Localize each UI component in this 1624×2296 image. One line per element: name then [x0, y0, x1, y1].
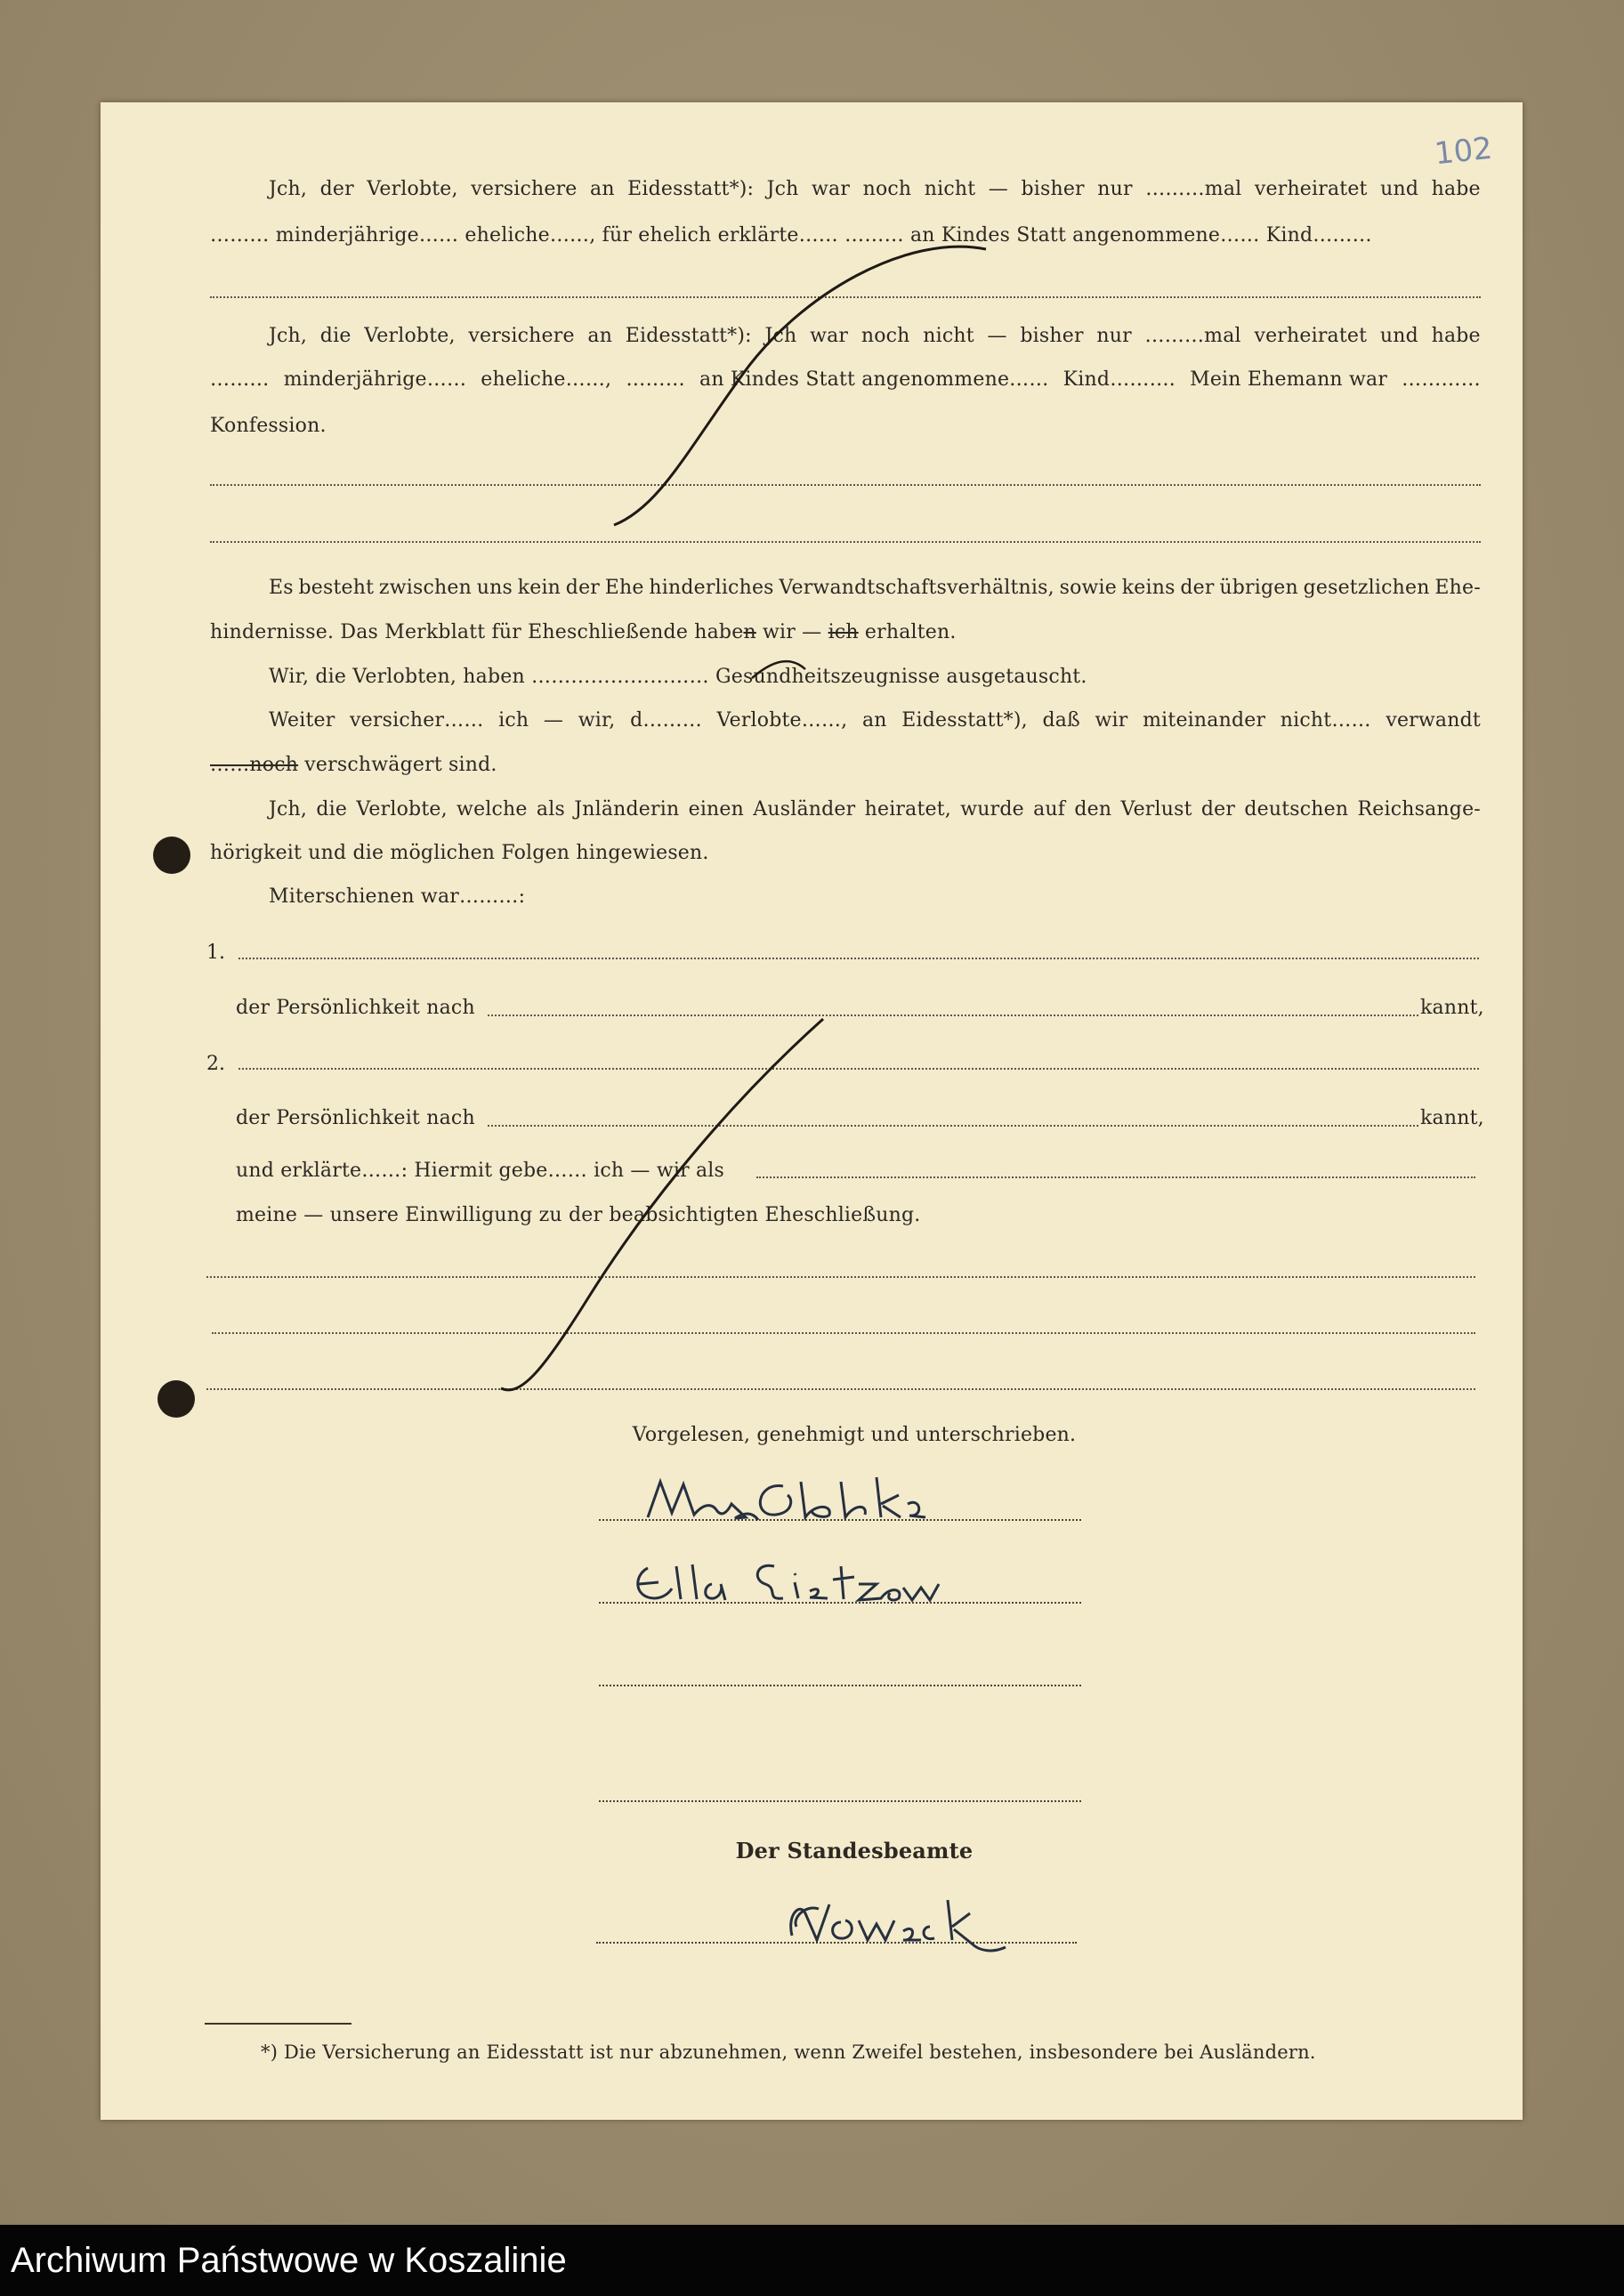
struck-text: ……noch: [210, 754, 299, 776]
bride-word: ………: [210, 368, 270, 391]
declaration-word: übrigen: [1219, 577, 1298, 599]
bride-word: Jch,: [269, 325, 308, 347]
bride-word: bisher: [1020, 325, 1084, 347]
groom-word: an: [590, 178, 615, 200]
declaration-word: uns: [476, 577, 513, 599]
footnote-text: *) Die Versicherung an Eidesstatt ist nur abzunehmen, wenn Zweifel bestehen, insbesondere bei Ausländern.: [261, 2041, 1316, 2063]
witness-1-identity-suffix: kannt,: [1420, 997, 1484, 1019]
declaration-word: besteht: [298, 577, 375, 599]
bride-word: Mein Ehemann war: [1190, 368, 1388, 391]
declaration-word: an: [861, 709, 887, 732]
declaration-word: Weiter: [269, 709, 335, 732]
declaration-word: die: [316, 798, 348, 821]
witness-2-identity-label: der Persönlichkeit nach: [236, 1107, 475, 1129]
signature-max-globke: [648, 1477, 925, 1520]
groom-word: der: [319, 178, 354, 200]
declaration-word: der: [565, 577, 601, 599]
groom-word: habe: [1431, 178, 1481, 200]
groom-word: noch: [862, 178, 912, 200]
groom-word: nur: [1097, 178, 1133, 200]
declaration-word: welche: [456, 798, 528, 821]
merkblatt-text-wir: wir —: [755, 621, 828, 643]
archive-caption-text: Archiwum Państwowe w Koszalinie: [11, 2240, 567, 2280]
bride-declaration-line-3: Konfession.: [210, 415, 327, 437]
declaration-word: gesetzlichen: [1303, 577, 1430, 599]
page-number-annotation: 102: [1433, 130, 1494, 173]
declaration-word: Es: [269, 577, 294, 599]
groom-declaration-line-2: ……… minderjährige…… eheliche……, für ehelich erklärte…… ……… an Kindes Statt angenommene…… Kind………: [210, 224, 1372, 247]
declaration-word: der: [1200, 798, 1236, 821]
declaration-word: Verlobte,: [356, 798, 448, 821]
declaration-word: wir: [1095, 709, 1128, 732]
groom-word: Verlobte,: [367, 178, 458, 200]
read-approved-signed-text: Vorgelesen, genehmigt und unterschrieben.: [632, 1424, 1077, 1446]
witness-2-number: 2.: [206, 1053, 225, 1075]
declaration-word: Verlobte……,: [716, 709, 848, 732]
groom-word: Jch: [766, 178, 799, 200]
groom-word: war: [812, 178, 851, 200]
merkblatt-text-end: erhalten.: [858, 621, 957, 643]
declaration-word: daß: [1042, 709, 1080, 732]
declaration-word: als: [536, 798, 565, 821]
signature-ella-lietzow: [638, 1564, 939, 1600]
groom-word: versichere: [471, 178, 578, 200]
bride-word: ………: [626, 368, 685, 391]
declaration-word: deutschen: [1244, 798, 1349, 821]
struck-text: ich: [828, 621, 859, 643]
bride-word: habe: [1431, 325, 1481, 347]
declaration-word: —: [543, 709, 564, 732]
struck-text: n: [743, 621, 756, 643]
declaration-word: Ausländer: [753, 798, 856, 821]
bride-word: war: [810, 325, 849, 347]
declaration-word: Jch,: [269, 798, 308, 821]
declaration-word: Reichsange-: [1357, 798, 1481, 821]
witness-2-identity-suffix: kannt,: [1420, 1107, 1484, 1129]
declaration-word: den: [1074, 798, 1112, 821]
declaration-word: keins: [1121, 577, 1176, 599]
declaration-word: kein: [517, 577, 562, 599]
groom-word: Jch,: [269, 178, 308, 200]
declaration-word: hinderliches: [649, 577, 774, 599]
bride-word: Eidesstatt*):: [625, 325, 752, 347]
bride-word: an Kindes Statt angenommene……: [699, 368, 1049, 391]
bride-word: nicht: [923, 325, 974, 347]
bride-word: noch: [860, 325, 910, 347]
groom-word: verheiratet: [1254, 178, 1368, 200]
bride-word: und: [1379, 325, 1418, 347]
declaration-word: einen: [688, 798, 745, 821]
cancellation-stroke-bottom: [501, 1019, 823, 1390]
bride-word: die: [319, 325, 351, 347]
handwritten-mark: [752, 661, 805, 678]
declaration-word: Ehe-: [1434, 577, 1481, 599]
merkblatt-text: hindernisse. Das Merkblatt für Eheschließende habe: [210, 621, 744, 643]
registrar-label: Der Standesbeamte: [735, 1838, 974, 1863]
declaration-word: Eidesstatt*),: [901, 709, 1028, 732]
archive-caption-bar: [0, 2225, 1624, 2296]
consent-line-2: meine — unsere Einwilligung zu der beabsichtigten Eheschließung.: [236, 1204, 921, 1226]
declaration-word: Verwandtschaftsverhältnis,: [779, 577, 1054, 599]
bride-word: Jch: [764, 325, 797, 347]
declaration-word: auf: [1033, 798, 1066, 821]
witness-1-identity-label: der Persönlichkeit nach: [236, 997, 475, 1019]
bride-word: …………: [1402, 368, 1481, 391]
declaration-word: zwischen: [378, 577, 472, 599]
groom-word: nicht: [924, 178, 976, 200]
bride-word: nur: [1096, 325, 1132, 347]
declaration-word: Ehe: [604, 577, 644, 599]
declaration-word: der: [1180, 577, 1215, 599]
declaration-word: sowie: [1059, 577, 1118, 599]
groom-word: bisher: [1021, 178, 1085, 200]
declaration-word: Jnländerin: [574, 798, 680, 821]
declaration-paragraph-4-line-2: hörigkeit und die möglichen Folgen hingewiesen.: [210, 842, 709, 864]
declaration-word: wir,: [578, 709, 616, 732]
groom-word: und: [1380, 178, 1419, 200]
bride-word: eheliche……,: [481, 368, 612, 391]
declaration-word: d………: [630, 709, 702, 732]
groom-word: ………mal: [1145, 178, 1242, 200]
bride-word: minderjährige……: [283, 368, 467, 391]
declaration-paragraph-2: Wir, die Verlobten, haben ……………………… Gesundheitszeugnisse ausgetauscht.: [269, 666, 1087, 688]
declaration-word: Verlust: [1120, 798, 1192, 821]
bride-word: ………mal: [1144, 325, 1241, 347]
bride-word: verheiratet: [1254, 325, 1368, 347]
groom-word: Eidesstatt*):: [627, 178, 755, 200]
verschwaegert-text: verschwägert sind.: [298, 754, 497, 776]
bride-word: an: [587, 325, 613, 347]
bride-word: versichere: [468, 325, 575, 347]
declaration-word: versicher……: [350, 709, 484, 732]
signature-registrar-nowack: [791, 1900, 1006, 1951]
declaration-paragraph-5: Miterschienen war………:: [269, 885, 526, 908]
declaration-word: verwandt: [1386, 709, 1481, 732]
declaration-word: ich: [498, 709, 529, 732]
bride-word: —: [987, 325, 1007, 347]
declaration-word: heiratet,: [864, 798, 951, 821]
declaration-word: miteinander: [1143, 709, 1266, 732]
declaration-word: wurde: [960, 798, 1024, 821]
declaration-word: nicht……: [1280, 709, 1371, 732]
consent-line-1: und erklärte……: Hiermit gebe…… ich — wir als: [236, 1160, 725, 1182]
witness-1-number: 1.: [206, 942, 225, 964]
bride-word: Kind……….: [1062, 368, 1176, 391]
bride-word: Verlobte,: [364, 325, 456, 347]
groom-word: —: [988, 178, 1008, 200]
cancellation-stroke-top: [614, 247, 986, 525]
